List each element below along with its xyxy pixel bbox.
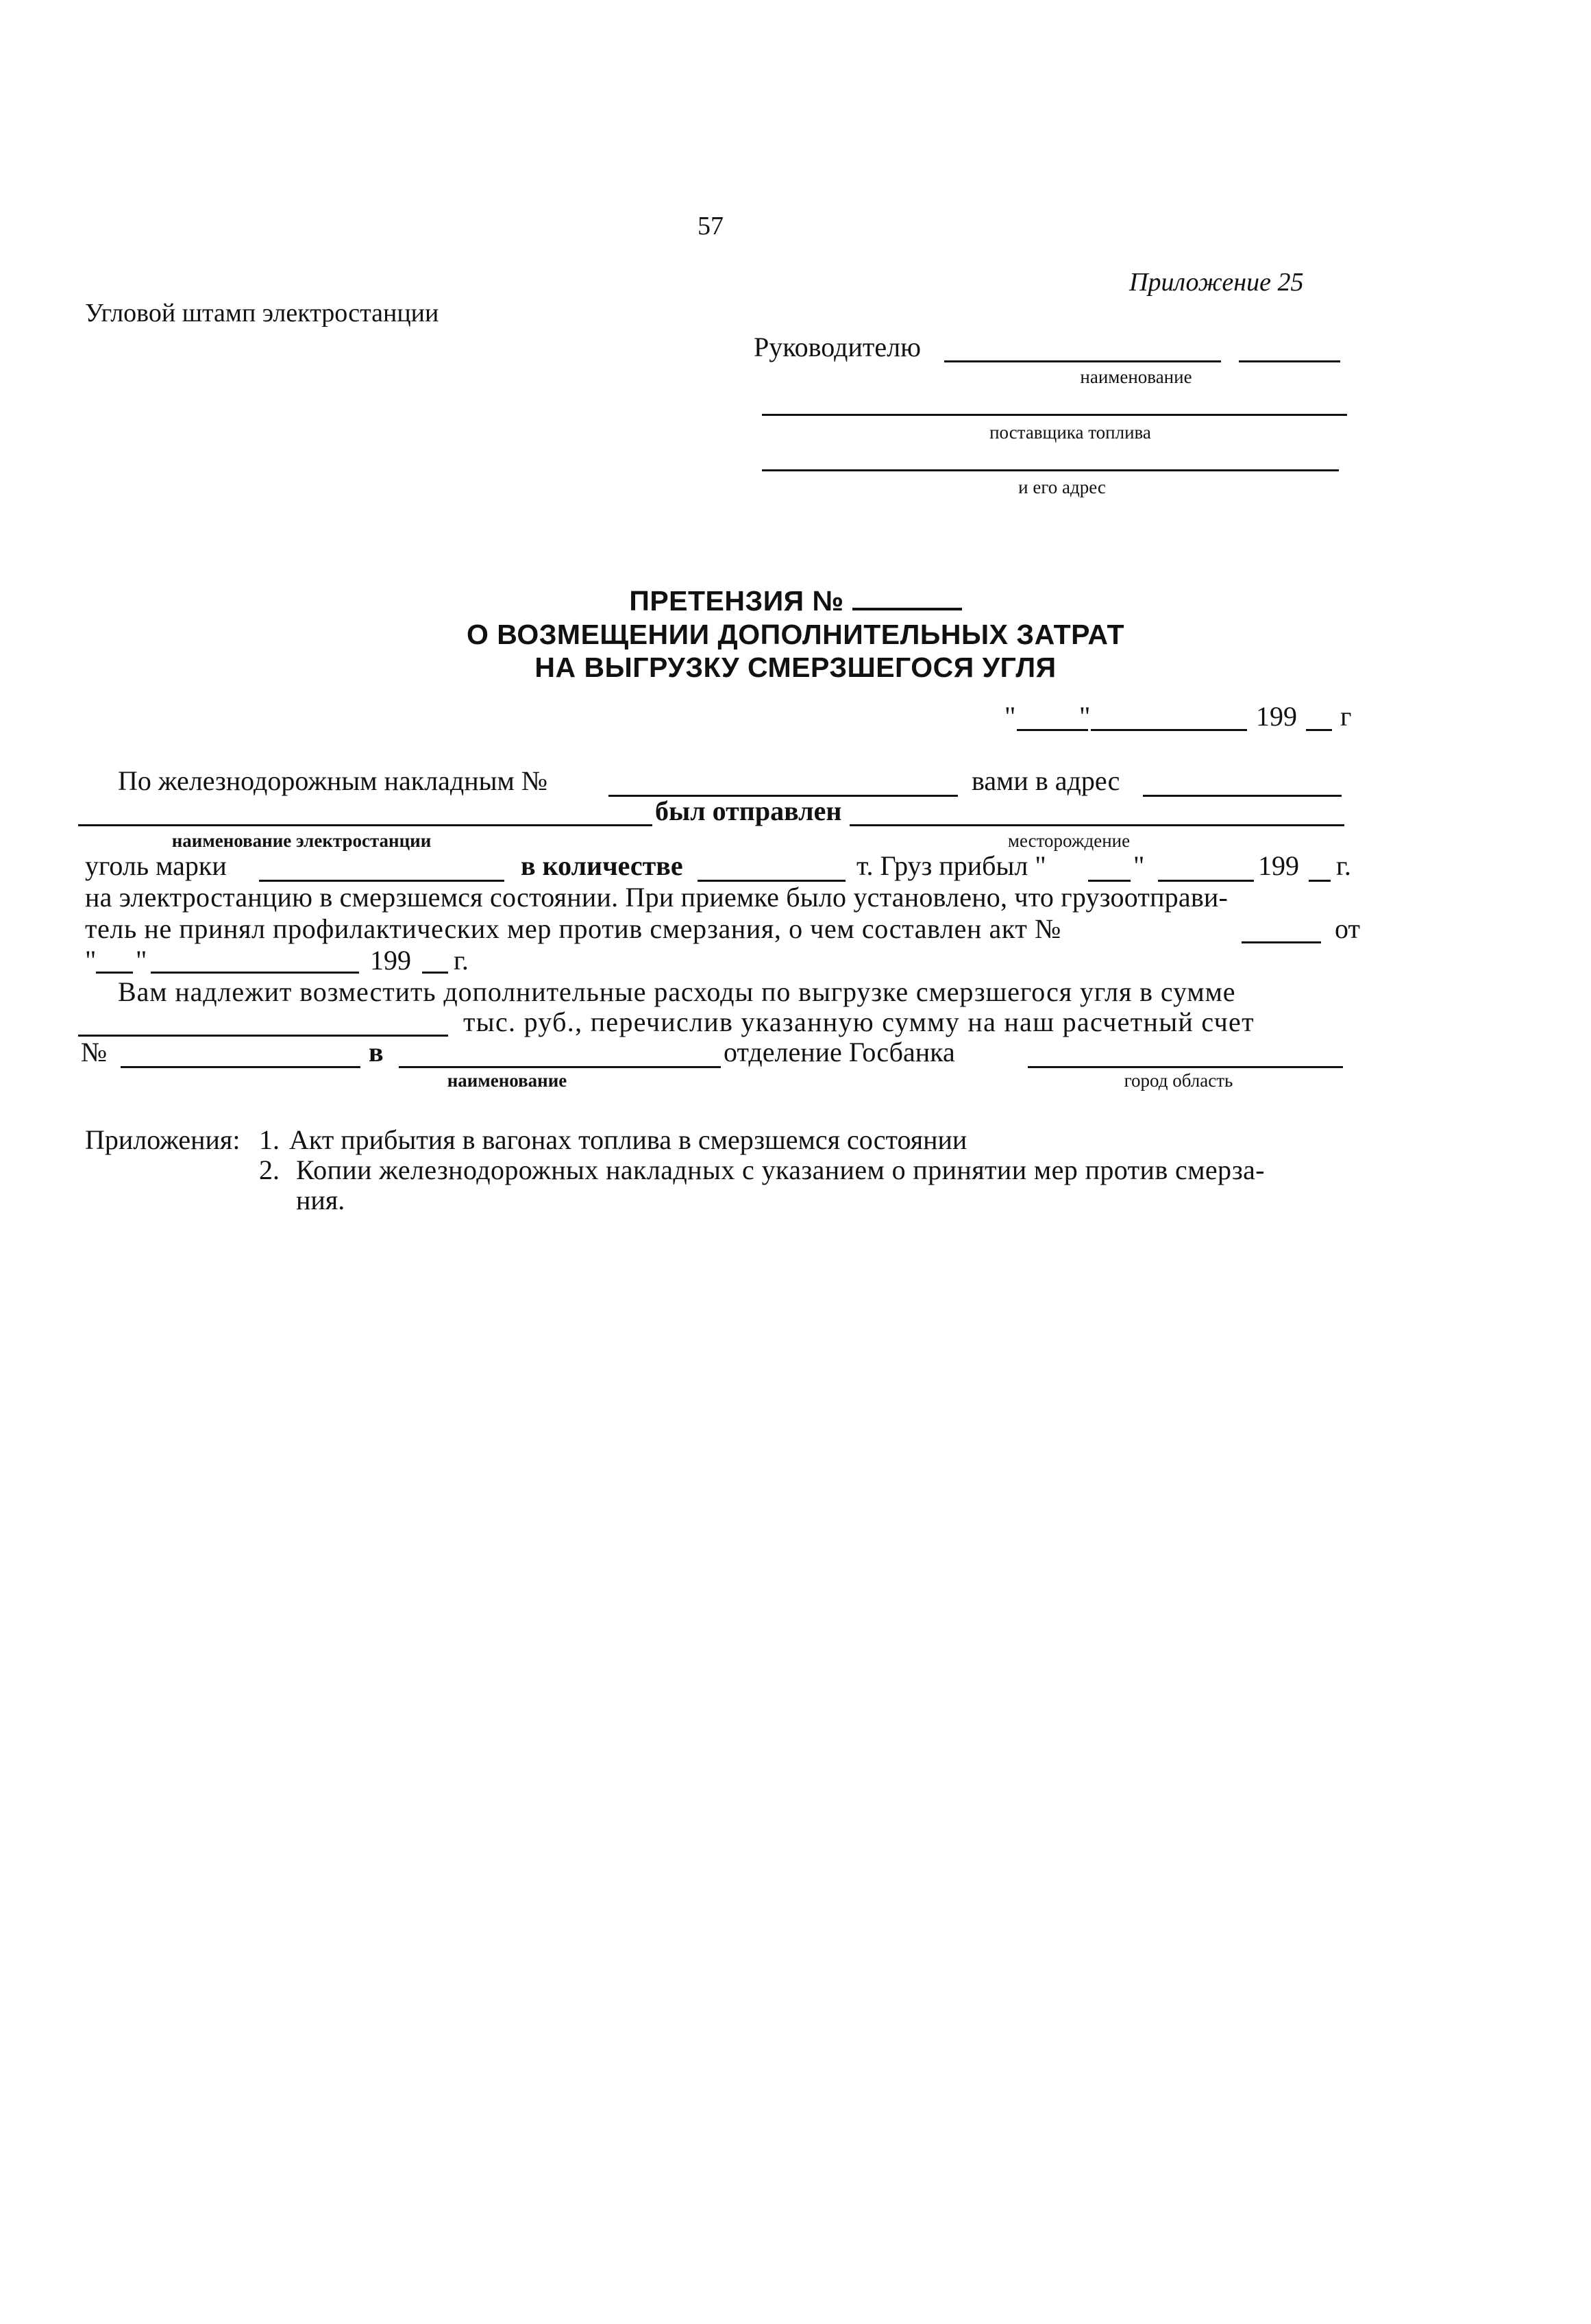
act-suffix: г. [454, 945, 469, 976]
body-line2-mid: был отправлен [655, 795, 842, 826]
act-quote-close: " [136, 945, 147, 976]
date-year-field[interactable] [1306, 729, 1332, 731]
address-to-field[interactable] [1143, 795, 1342, 797]
act-from-label: от [1335, 913, 1360, 944]
appendix-label: Приложение 25 [1129, 268, 1304, 297]
caption-name-2: наименование [447, 1070, 567, 1091]
attachment-1-number: 1. [259, 1124, 280, 1155]
gosbank-label: отделение Госбанка [724, 1037, 955, 1067]
paragraph2-line1: Вам надлежит возместить дополнительные расходы по выгрузке смерзшегося угля в сумме [118, 976, 1236, 1007]
act-number-field[interactable] [1242, 941, 1321, 943]
body-line1-mid: вами в адрес [972, 765, 1120, 796]
attachment-2-line1: Копии железнодорожных накладных с указанием о принятии мер против смерза- [296, 1154, 1266, 1185]
in-label: в [369, 1037, 384, 1067]
caption-station: наименование электростанции [171, 830, 432, 851]
account-number-label: № [81, 1037, 108, 1067]
amount-field[interactable] [78, 1035, 448, 1037]
arrived-label: т. Груз прибыл " [856, 850, 1046, 881]
arrived-year: 199 [1258, 850, 1299, 881]
page-number: 57 [698, 212, 724, 240]
title-line-3: НА ВЫГРУЗКУ СМЕРЗШЕГОСЯ УГЛЯ [534, 652, 1057, 683]
station-name-field[interactable] [78, 824, 652, 826]
caption-city: город область [1124, 1070, 1233, 1091]
date-month-field[interactable] [1091, 729, 1247, 731]
attachment-2-number: 2. [259, 1154, 280, 1185]
attachment-2-line2: ния. [296, 1185, 345, 1215]
addressee-name-field-2[interactable] [1239, 360, 1340, 362]
caption-address: и его адрес [1018, 477, 1106, 497]
caption-supplier: поставщика топлива [989, 422, 1151, 443]
paragraph2-line2: тыс. руб., перечислив указанную сумму на наш расчетный счет [463, 1006, 1255, 1037]
act-year: 199 [370, 945, 411, 976]
arrived-quote-close: " [1133, 850, 1145, 881]
account-number-field[interactable] [121, 1066, 360, 1068]
attachment-1-text: Акт прибытия в вагонах топлива в смерзшемся состоянии [289, 1124, 967, 1155]
title-claim-label: ПРЕТЕНЗИЯ № [629, 585, 844, 617]
act-day-field[interactable] [96, 972, 133, 974]
addressee-name-field[interactable] [944, 360, 1221, 362]
city-region-field[interactable] [1028, 1066, 1343, 1068]
act-month-field[interactable] [151, 972, 359, 974]
deposit-field[interactable] [850, 824, 1344, 826]
act-quote-open: " [85, 945, 97, 976]
addressee-label: Руководителю [754, 332, 921, 362]
date-day-field[interactable] [1017, 729, 1088, 731]
supplier-field[interactable] [762, 414, 1347, 416]
body-line1-start [118, 765, 547, 797]
arrived-year-field[interactable] [1309, 880, 1331, 882]
date-quote-open: " [1004, 701, 1016, 732]
caption-deposit: месторождение [1007, 830, 1131, 851]
title-line-1 [0, 585, 1591, 617]
claim-number-field[interactable] [852, 608, 962, 610]
coal-grade-label: уголь марки [85, 850, 227, 881]
address-field[interactable] [762, 469, 1339, 471]
corner-stamp-label: Угловой штамп электростанции [85, 299, 439, 327]
body-line5: тель не принял профилактических мер против смерзания, о чем составлен акт № [85, 913, 1061, 944]
body-line4: на электростанцию в смерзшемся состоянии. При приемке было установлено, что грузоотправи- [85, 882, 1229, 913]
caption-name: наименование [1080, 367, 1192, 387]
arrived-suffix: г. [1336, 850, 1351, 881]
body-line1-text: По железнодорожным накладным № [118, 765, 548, 796]
title-line-2: О ВОЗМЕЩЕНИИ ДОПОЛНИТЕЛЬНЫХ ЗАТРАТ [466, 619, 1125, 650]
act-year-field[interactable] [422, 972, 448, 974]
date-suffix: г [1340, 701, 1352, 732]
date-year: 199 [1256, 701, 1297, 732]
attachments-label: Приложения: [85, 1124, 241, 1155]
date-quote-close: " [1079, 701, 1091, 732]
bank-name-field[interactable] [399, 1066, 721, 1068]
quantity-label: в количестве [521, 850, 683, 881]
